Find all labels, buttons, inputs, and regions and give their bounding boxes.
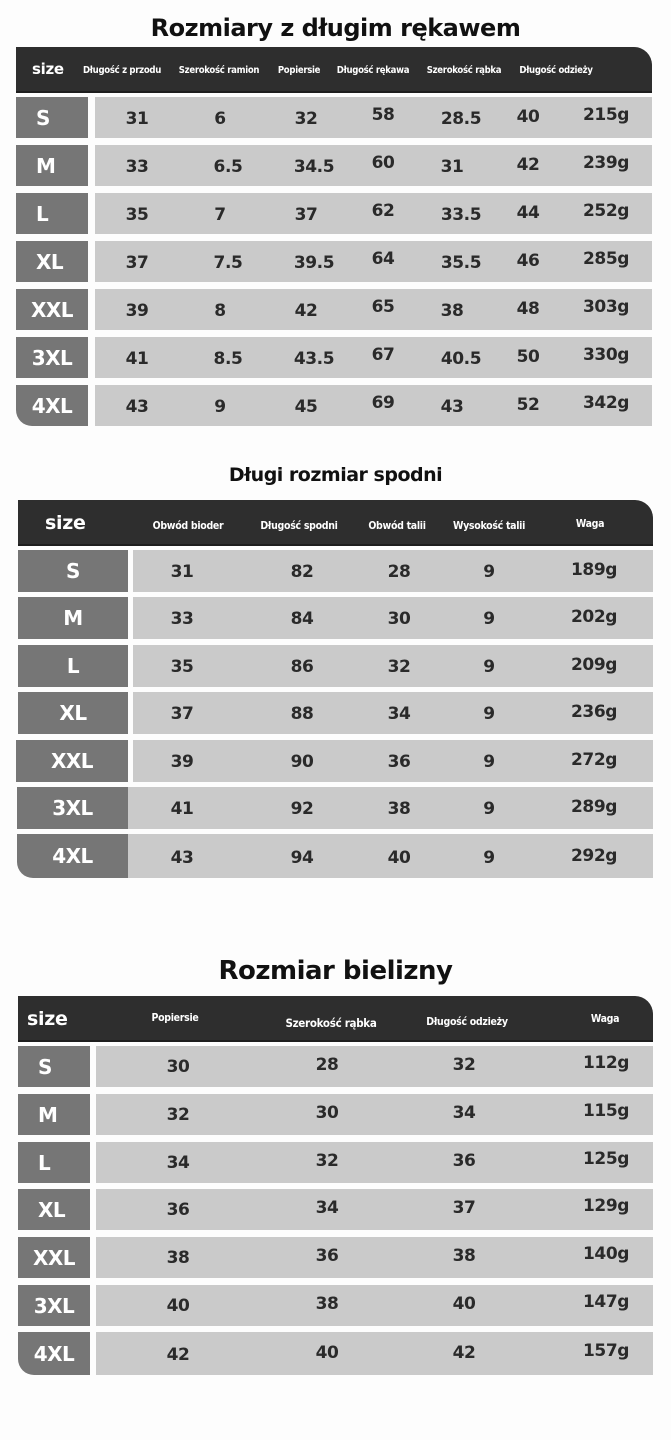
value: 9 (214, 397, 226, 417)
table-row (18, 550, 653, 592)
value: 32 (452, 1055, 476, 1075)
value: 40 (516, 107, 540, 127)
value: 64 (371, 249, 395, 269)
value: 112g (582, 1053, 630, 1073)
table-header (16, 47, 652, 91)
value: 43.5 (293, 349, 335, 369)
value: 289g (570, 797, 618, 817)
table-row (16, 337, 652, 378)
value: 28 (387, 562, 411, 582)
table-row (16, 193, 652, 234)
size-cell: S (18, 1046, 90, 1087)
value: 82 (290, 562, 314, 582)
value: 36 (387, 752, 411, 772)
table-title: Rozmiar bielizny (218, 956, 453, 986)
column-header: Długość odzieży (426, 1016, 508, 1028)
column-header: Długość odzieży (519, 65, 593, 76)
value: 34 (387, 704, 411, 724)
size-cell: 3XL (17, 787, 128, 829)
table-row (16, 385, 652, 426)
size-cell: M (18, 597, 128, 639)
value: 38 (452, 1246, 476, 1266)
value: 40 (452, 1294, 476, 1314)
column-header: Waga (590, 1013, 620, 1025)
size-cell: 4XL (18, 1332, 90, 1375)
value: 252g (582, 201, 630, 221)
value: 38 (166, 1248, 190, 1268)
table-row (18, 692, 653, 734)
value: 46 (516, 251, 540, 271)
value: 34.5 (293, 157, 335, 177)
value: 9 (483, 848, 495, 868)
value: 40 (387, 848, 411, 868)
value: 42 (166, 1345, 190, 1365)
value: 50 (516, 347, 540, 367)
value: 36 (315, 1246, 339, 1266)
column-header: Obwód bioder (152, 520, 224, 532)
value: 34 (315, 1198, 339, 1218)
value: 42 (294, 301, 318, 321)
value: 58 (371, 105, 395, 125)
value: 28.5 (440, 109, 482, 129)
column-header: Szerokość ramion (178, 65, 260, 76)
value: 32 (294, 109, 318, 129)
value: 38 (440, 301, 464, 321)
table-row (16, 145, 652, 186)
value: 272g (570, 750, 618, 770)
value: 35 (170, 657, 194, 677)
value: 36 (452, 1151, 476, 1171)
table-row (18, 1189, 653, 1230)
value: 35.5 (440, 253, 482, 273)
value: 33 (170, 609, 194, 629)
value: 215g (582, 105, 630, 125)
size-cell: S (16, 97, 88, 138)
value: 303g (582, 297, 630, 317)
column-header: Długość rękawa (336, 65, 410, 76)
size-cell: XXL (18, 1237, 90, 1278)
size-cell: XXL (16, 289, 88, 330)
column-header: Szerokość rąbka (285, 1016, 377, 1030)
size-column-header: size (45, 512, 86, 534)
size-cell: M (16, 145, 88, 186)
size-cell: M (18, 1094, 90, 1135)
value: 8.5 (213, 349, 243, 369)
value: 147g (582, 1292, 630, 1312)
value: 40 (315, 1343, 339, 1363)
column-header: Obwód talii (368, 520, 426, 532)
value: 189g (570, 560, 618, 580)
value: 115g (582, 1101, 630, 1121)
value: 34 (166, 1153, 190, 1173)
table-row (16, 740, 653, 782)
value: 9 (483, 799, 495, 819)
value: 36 (166, 1200, 190, 1220)
column-header: Popiersie (151, 1012, 199, 1024)
size-cell: L (16, 193, 88, 234)
value: 32 (387, 657, 411, 677)
table-row (18, 1046, 653, 1087)
table-row (18, 1094, 653, 1135)
column-header: Wysokość talii (452, 520, 526, 532)
value: 45 (294, 397, 318, 417)
value: 342g (582, 393, 630, 413)
value: 125g (582, 1149, 630, 1169)
value: 60 (371, 153, 395, 173)
table-title: Długi rozmiar spodni (228, 464, 443, 486)
value: 37 (452, 1198, 476, 1218)
table-row (18, 1142, 653, 1183)
size-cell: 3XL (18, 1285, 90, 1326)
value: 62 (371, 201, 395, 221)
value: 30 (387, 609, 411, 629)
value: 33.5 (440, 205, 482, 225)
table-row (18, 645, 653, 687)
value: 31 (170, 562, 194, 582)
value: 32 (166, 1105, 190, 1125)
value: 292g (570, 846, 618, 866)
table-row (16, 241, 652, 282)
size-cell: S (18, 550, 128, 592)
value: 40 (166, 1296, 190, 1316)
value: 41 (125, 349, 149, 369)
column-header: Długość z przodu (82, 65, 162, 76)
value: 32 (315, 1151, 339, 1171)
size-cell: 4XL (17, 834, 128, 878)
value: 86 (290, 657, 314, 677)
value: 37 (125, 253, 149, 273)
table-row (16, 97, 652, 138)
size-cell: XL (18, 1189, 90, 1230)
value: 209g (570, 655, 618, 675)
value: 40.5 (440, 349, 482, 369)
value: 7.5 (213, 253, 243, 273)
value: 30 (166, 1057, 190, 1077)
value: 9 (483, 609, 495, 629)
table-row (18, 597, 653, 639)
value: 236g (570, 702, 618, 722)
value: 94 (290, 848, 314, 868)
value: 37 (170, 704, 194, 724)
value: 84 (290, 609, 314, 629)
value: 157g (582, 1341, 630, 1361)
table-row (17, 834, 653, 878)
column-header: Szerokość rąbka (426, 65, 502, 76)
value: 88 (290, 704, 314, 724)
value: 129g (582, 1196, 630, 1216)
column-header: Popiersie (277, 65, 321, 76)
value: 43 (170, 848, 194, 868)
value: 7 (214, 205, 226, 225)
table-title: Rozmiary z długim rękawem (150, 14, 521, 42)
value: 37 (294, 205, 318, 225)
table-row (16, 289, 652, 330)
value: 42 (452, 1343, 476, 1363)
value: 9 (483, 704, 495, 724)
value: 140g (582, 1244, 630, 1264)
size-cell: XL (16, 241, 88, 282)
value: 52 (516, 395, 540, 415)
value: 39 (125, 301, 149, 321)
value: 9 (483, 657, 495, 677)
value: 9 (483, 752, 495, 772)
table-row (18, 1285, 653, 1326)
size-cell: L (18, 1142, 90, 1183)
value: 67 (371, 345, 395, 365)
value: 6 (214, 109, 226, 129)
value: 35 (125, 205, 149, 225)
value: 38 (315, 1294, 339, 1314)
value: 42 (516, 155, 540, 175)
column-header: Waga (575, 518, 605, 530)
value: 69 (371, 393, 395, 413)
value: 6.5 (213, 157, 243, 177)
value: 48 (516, 299, 540, 319)
table-row (18, 1237, 653, 1278)
table-header (18, 500, 653, 544)
value: 31 (440, 157, 464, 177)
value: 28 (315, 1055, 339, 1075)
value: 31 (125, 109, 149, 129)
size-column-header: size (32, 60, 64, 78)
value: 90 (290, 752, 314, 772)
value: 44 (516, 203, 540, 223)
value: 202g (570, 607, 618, 627)
value: 38 (387, 799, 411, 819)
value: 39 (170, 752, 194, 772)
column-header: Długość spodni (260, 520, 338, 532)
value: 43 (440, 397, 464, 417)
size-cell: XL (18, 692, 128, 734)
value: 30 (315, 1103, 339, 1123)
table-row (17, 787, 653, 829)
table-row (18, 1332, 653, 1375)
size-cell: 4XL (16, 385, 88, 426)
value: 43 (125, 397, 149, 417)
value: 39.5 (293, 253, 335, 273)
value: 33 (125, 157, 149, 177)
value: 65 (371, 297, 395, 317)
value: 239g (582, 153, 630, 173)
table-header (18, 996, 653, 1040)
value: 8 (214, 301, 226, 321)
value: 34 (452, 1103, 476, 1123)
value: 285g (582, 249, 630, 269)
value: 92 (290, 799, 314, 819)
size-cell: 3XL (16, 337, 88, 378)
value: 330g (582, 345, 630, 365)
value: 9 (483, 562, 495, 582)
size-cell: XXL (16, 740, 128, 782)
size-cell: L (18, 645, 128, 687)
value: 41 (170, 799, 194, 819)
size-column-header: size (27, 1008, 68, 1030)
